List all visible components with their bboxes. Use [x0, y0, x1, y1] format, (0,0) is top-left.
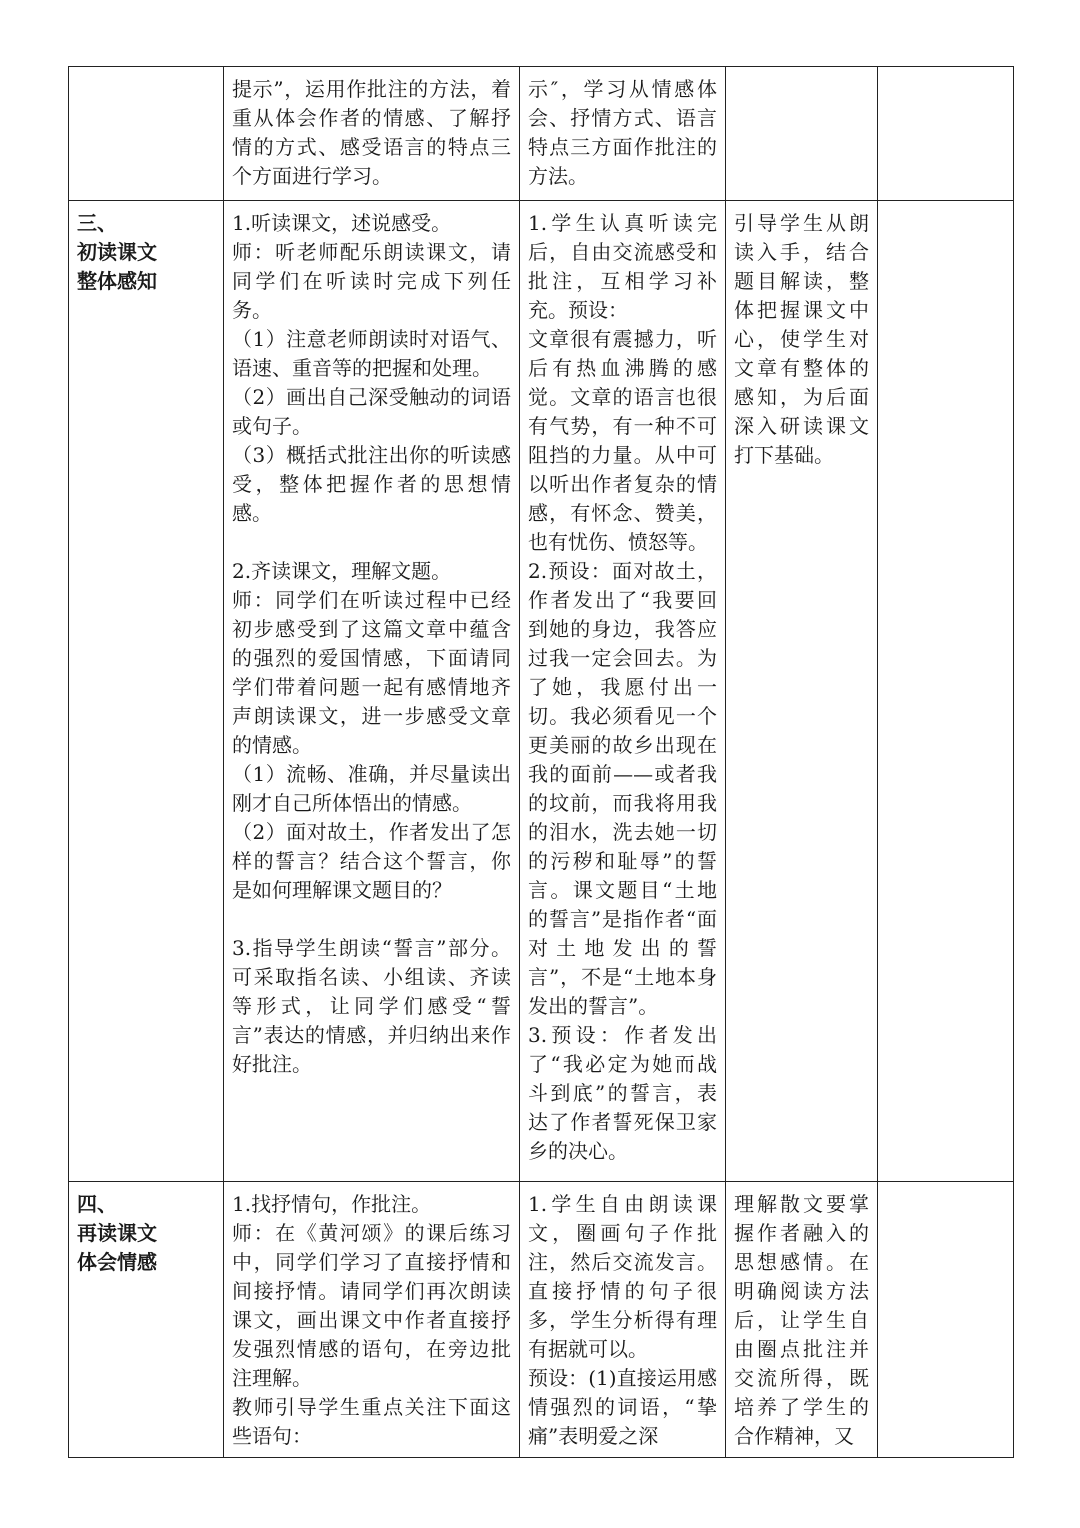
design-intent-cell: [726, 201, 878, 1182]
lesson-plan-body: [69, 67, 1014, 1458]
student-activity-cell: [520, 201, 726, 1182]
cell-paragraph: 师：同学们在听读过程中已经初步感受到了这篇文章中蕴含的强烈的爱国情感，下面请同学们带着问题一起有感情地齐声朗读课文，进一步感受文章的情感。: [232, 588, 511, 757]
design-intent-cell: [726, 67, 878, 201]
teacher-activity-cell: [224, 201, 520, 1182]
stage-label-line: 整体感知: [77, 269, 157, 293]
table-row: [69, 1182, 1014, 1458]
teacher-activity-cell: [224, 1182, 520, 1458]
lesson-plan-table: [68, 66, 1014, 1458]
cell-paragraph: 1.找抒情句，作批注。: [232, 1192, 432, 1216]
cell-paragraph: 提示”，运用作批注的方法，着重从体会作者的情感、了解抒情的方式、感受语言的特点三个方面进行学习。: [232, 77, 511, 188]
notes-cell: [878, 1182, 1014, 1458]
stage-label-line: 四、: [77, 1192, 117, 1216]
cell-paragraph: 师：听老师配乐朗读课文，请同学们在听读时完成下列任务。: [232, 240, 511, 322]
paragraph-gap: [232, 905, 511, 934]
cell-paragraph: 2.齐读课文，理解文题。: [232, 559, 452, 583]
table-row: [69, 67, 1014, 201]
notes-cell: [878, 67, 1014, 201]
table-row: [69, 201, 1014, 1182]
cell-paragraph: 1.听读课文，述说感受。: [232, 211, 452, 235]
cell-paragraph: （2）画出自己深受触动的词语或句子。: [232, 385, 511, 438]
stage-cell: [69, 201, 224, 1182]
cell-paragraph: （3）概括式批注出你的听读感受，整体把握作者的思想情感。: [232, 443, 511, 525]
cell-paragraph: 2.预设：面对故土，作者发出了“我要回到她的身边，我答应过我一定会回去。为了她，我愿付出一切。我必须看见一个更美丽的故乡出现在我的面前——或者我的坟前，而我将用我的泪水，洗去她一切的污秽和耻辱”的誓言。课文题目“土地的誓言”是指作者“面对土地发出的誓言”，不是“土地本身发出的誓言”。: [528, 559, 717, 1018]
stage-label-line: 三、: [77, 211, 117, 235]
student-activity-cell: [520, 1182, 726, 1458]
cell-paragraph: 3.指导学生朗读“誓言”部分。可采取指名读、小组读、齐读等形式，让同学们感受“誓言”表达的情感，并归纳出来作好批注。: [232, 936, 511, 1076]
cell-paragraph: 文章很有震撼力，听后有热血沸腾的感觉。文章的语言也很有气势，有一种不可阻挡的力量。从中可以听出作者复杂的情感，有怀念、赞美，也有忧伤、愤怒等。: [528, 327, 717, 554]
stage-cell: [69, 1182, 224, 1458]
cell-paragraph: 1.学生认真听读完后，自由交流感受和批注，互相学习补充。预设：: [528, 211, 717, 322]
student-activity-cell: [520, 67, 726, 201]
cell-paragraph: （1）流畅、准确，并尽量读出刚才自己所体悟出的情感。: [232, 762, 511, 815]
cell-paragraph: 理解散文要掌握作者融入的思想感情。在明确阅读方法后，让学生自由圈点批注并交流所得，既培养了学生的合作精神，又: [734, 1192, 869, 1448]
stage-label-line: 再读课文: [77, 1221, 157, 1245]
cell-paragraph: 1.学生自由朗读课文，圈画句子作批注，然后交流发言。直接抒情的句子很多，学生分析得有理有据就可以。: [528, 1192, 717, 1361]
cell-paragraph: 教师引导学生重点关注下面这些语句：: [232, 1395, 511, 1448]
stage-label-line: 初读课文: [77, 240, 157, 264]
cell-paragraph: 示″，学习从情感体会、抒情方式、语言特点三方面作批注的方法。: [528, 77, 717, 188]
cell-paragraph: 引导学生从朗读入手，结合题目解读，整体把握课文中心，使学生对文章有整体的感知，为后面深入研读课文打下基础。: [734, 211, 869, 467]
cell-paragraph: （1）注意老师朗读时对语气、语速、重音等的把握和处理。: [232, 327, 511, 380]
notes-cell: [878, 201, 1014, 1182]
teacher-activity-cell: [224, 67, 520, 201]
cell-paragraph: （2）面对故土，作者发出了怎样的誓言？结合这个誓言，你是如何理解课文题目的？: [232, 820, 511, 902]
paragraph-gap: [232, 528, 511, 557]
stage-cell: [69, 67, 224, 201]
stage-label-line: 体会情感: [77, 1250, 157, 1274]
cell-paragraph: 3.预设：作者发出了“我必定为她而战斗到底”的誓言，表达了作者誓死保卫家乡的决心。: [528, 1023, 717, 1163]
cell-paragraph: 预设：(1)直接运用感情强烈的词语，“挚痛”表明爱之深: [528, 1366, 717, 1448]
design-intent-cell: [726, 1182, 878, 1458]
cell-paragraph: 师：在《黄河颂》的课后练习中，同学们学习了直接抒情和间接抒情。请同学们再次朗读课文，画出课文中作者直接抒发强烈情感的语句，在旁边批注理解。: [232, 1221, 511, 1390]
